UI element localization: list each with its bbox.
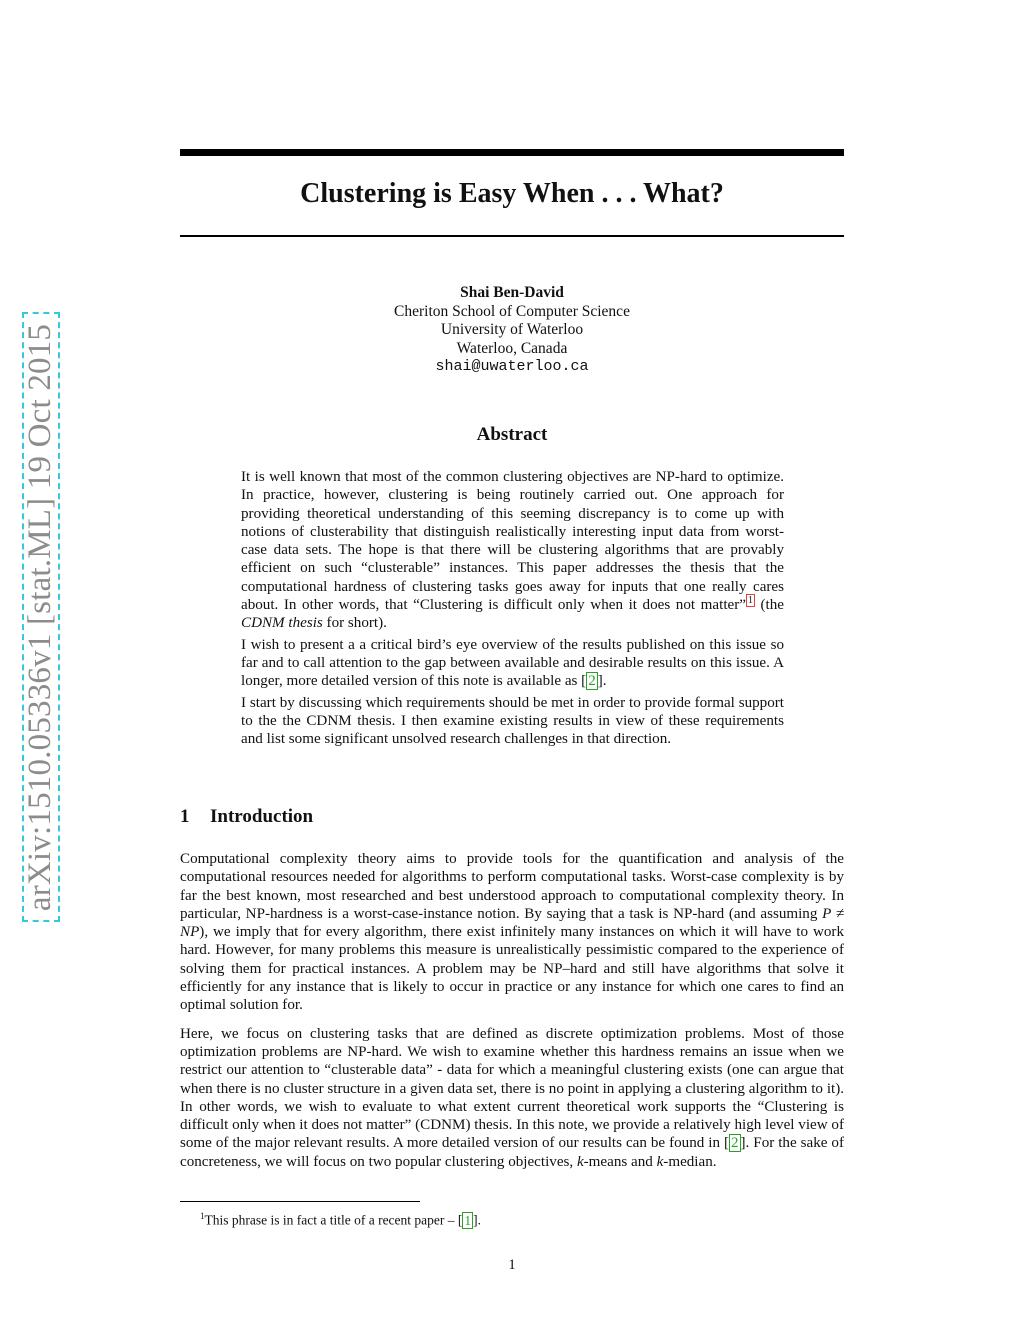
abstract-p2-text: I wish to present a a critical bird’s eye overview of the results published on this issue so far and to call attention to the gap between available and desirable results on this issue. A longer, more detailed version of this note is available as [ xyxy=(241,636,784,690)
section-heading-introduction xyxy=(180,806,313,828)
intro-paragraph-2 xyxy=(180,1025,844,1171)
intro-p2-c: -means and xyxy=(583,1153,657,1170)
footnote xyxy=(200,1208,481,1229)
abstract-p1-italic: CDNM thesis xyxy=(241,615,323,632)
abstract-p1-end: for short). xyxy=(322,615,387,632)
intro-paragraph-1 xyxy=(180,850,844,1015)
citation-link-2[interactable]: 2 xyxy=(588,673,596,690)
section-title: Introduction xyxy=(210,806,314,827)
author-block xyxy=(180,284,844,377)
abstract-paragraph-1 xyxy=(241,468,784,633)
footnote-end: ]. xyxy=(473,1212,482,1228)
author-affiliation-school: Cheriton School of Computer Science xyxy=(394,302,630,320)
intro-p2-b: ]. For the sake of concreteness, we will focus on two popular clustering objectives, xyxy=(180,1135,844,1170)
author-email: shai@uwaterloo.ca xyxy=(435,358,589,375)
author-name: Shai Ben-David xyxy=(460,284,564,301)
author-affiliation-university: University of Waterloo xyxy=(440,321,584,338)
intro-p2-d: -median. xyxy=(663,1153,717,1170)
title-rule-bottom xyxy=(180,235,844,237)
abstract-heading: Abstract xyxy=(476,424,548,445)
arxiv-stamp-text: arXiv:1510.05336v1 [stat.ML] 19 Oct 2015 xyxy=(22,323,59,911)
abstract-p1-after: (the xyxy=(754,597,784,614)
intro-p2-k2: k xyxy=(656,1153,664,1170)
section-number: 1 xyxy=(180,806,190,827)
page-number: 1 xyxy=(508,1257,516,1273)
abstract-p2-end: ]. xyxy=(597,673,607,690)
footnote-ref-1[interactable]: 1 xyxy=(747,595,753,607)
abstract-p1-text: It is well known that most of the common clustering objectives are NP-hard to optimize. In practice, however, clustering is being routinely carried out. One approach for providing theoretical understanding of this seeming discrepancy is to come up with notions of clusterability that distinguish realistically interesting input data from worst-case data sets. The hope is that there will be clustering algorithms that are provably efficient on such “clusterable” instances. This paper addresses the thesis that the computational hardness of clustering tasks goes away for inputs that one really cares about. In other words, that “Clustering is difficult only when it does not matter” xyxy=(241,469,784,614)
citation-link-1[interactable]: 1 xyxy=(464,1212,472,1228)
footnote-rule xyxy=(180,1201,420,1202)
title-rule-top xyxy=(180,149,844,156)
footnote-text: This phrase is in fact a title of a recent paper – [ xyxy=(204,1212,463,1228)
paper-title: Clustering is Easy When . . . What? xyxy=(300,178,724,209)
intro-p1-math: P ≠ NP xyxy=(180,905,844,941)
author-affiliation-location: Waterloo, Canada xyxy=(456,339,568,357)
intro-p2-k1: k xyxy=(576,1153,584,1170)
abstract-paragraph-3: I start by discussing which requirements should be met in order to provide formal support to the the CDNM thesis. I then examine existing results in view of these requirements and list some significant unsolved research challenges in that direction. xyxy=(241,694,784,748)
footnote-mark: 1 xyxy=(200,1211,205,1221)
intro-p1-b: ), we imply that for every algorithm, there exist infinitely many instances on which it will have to work hard. However, for many problems this measure is unrealistically pessimistic compared to the experience of solving them for practical instances. A problem may be NP–hard and still have algorithms that solve it efficiently for any instance that is likely to occur in practice or any instance for which one cares to find an optimal solution for. xyxy=(180,924,844,1014)
citation-link-2b[interactable]: 2 xyxy=(730,1135,739,1152)
intro-p1-a: Computational complexity theory aims to provide tools for the quantification and analysis of the computational resources needed for algorithms to perform computational tasks. Worst-case complexity is by far the best known, most researched and best understood approach to computational complexity theory. In particular, NP-hardness is a worst-case-instance notion. By saying that a task is NP-hard (and assuming xyxy=(180,851,844,922)
arxiv-stamp xyxy=(22,312,60,922)
introduction-body xyxy=(180,850,844,1181)
intro-p2-a: Here, we focus on clustering tasks that are defined as discrete optimization problems. Most of those optimization problems are NP-hard. We wish to examine whether this hardness remains an issue when we restrict our attention to “clusterable data” - data for which a meaningful clustering exists (one can argue that when there is no cluster structure in a given data set, there is no point in applying a clustering algorithm to it). In other words, we wish to evaluate to what extent current theoretical work supports the “Clustering is difficult only when it does not matter” (CDNM) thesis. In this note, we provide a relatively high level view of some of the major relevant results. A more detailed version of our results can be found in [ xyxy=(180,1025,844,1152)
abstract-paragraph-2 xyxy=(241,636,784,691)
abstract-body xyxy=(241,468,784,751)
